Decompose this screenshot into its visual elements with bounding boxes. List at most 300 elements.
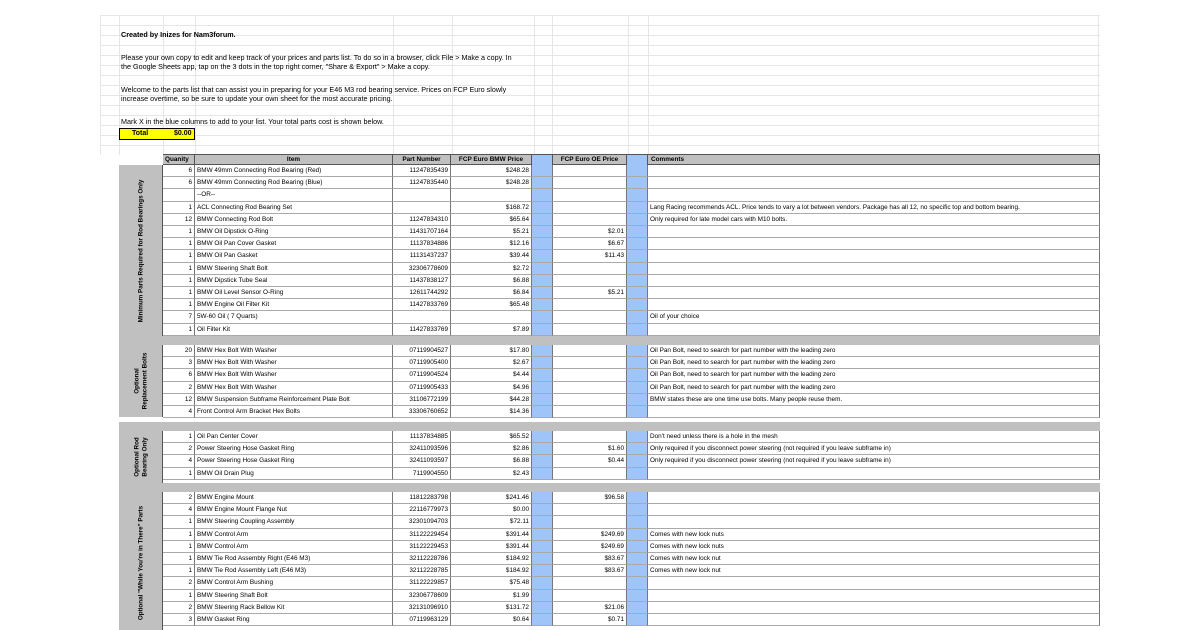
bmw-select-cell[interactable] bbox=[532, 602, 553, 614]
bmw-price-cell[interactable]: $17.80 bbox=[451, 345, 532, 357]
item-cell[interactable]: BMW Dipstick Tube Seal bbox=[195, 275, 393, 287]
group-label-rod-bearing-only-text: Optional Rod Bearing Only bbox=[133, 437, 148, 477]
quantity-cell[interactable]: 1 bbox=[163, 565, 195, 577]
item-cell[interactable]: Power Steering Hose Gasket Ring bbox=[195, 455, 393, 467]
quantity-cell[interactable]: 1 bbox=[163, 431, 195, 443]
item-cell[interactable]: BMW Oil Drain Plug bbox=[195, 468, 393, 480]
part-number-cell[interactable]: 11431707164 bbox=[393, 226, 451, 238]
comment-cell[interactable] bbox=[648, 577, 1100, 589]
oe-price-cell[interactable] bbox=[553, 357, 627, 369]
welcome-line1: Welcome to the parts list that can assist you in preparing for your E46 M3 rod bearing service. Prices on FCP Euro slowly bbox=[121, 85, 507, 94]
group-label-while-in-there bbox=[119, 492, 163, 630]
part-number-cell[interactable]: 11427833769 bbox=[393, 299, 451, 311]
bmw-select-cell[interactable] bbox=[532, 590, 553, 602]
bmw-select-cell[interactable] bbox=[532, 577, 553, 589]
item-cell[interactable]: BMW Oil Pan Cover Gasket bbox=[195, 238, 393, 250]
oe-price-cell[interactable] bbox=[553, 177, 627, 189]
item-cell[interactable]: BMW Oil Dipstick O-Ring bbox=[195, 226, 393, 238]
oe-select-cell[interactable] bbox=[627, 492, 648, 504]
quantity-cell[interactable]: 6 bbox=[163, 165, 195, 177]
quantity-cell[interactable]: 2 bbox=[163, 577, 195, 589]
bmw-select-cell[interactable] bbox=[532, 406, 553, 418]
item-cell[interactable]: BMW Control Arm bbox=[195, 529, 393, 541]
part-number-cell[interactable]: 11427833769 bbox=[393, 324, 451, 336]
item-cell[interactable]: BMW Connecting Rod Bolt bbox=[195, 214, 393, 226]
comment-cell[interactable]: Don't need unless there is a hole in the mesh bbox=[648, 431, 1100, 443]
bmw-select-cell[interactable] bbox=[532, 165, 553, 177]
bmw-select-cell[interactable] bbox=[532, 202, 553, 214]
oe-price-cell[interactable]: $83.67 bbox=[553, 565, 627, 577]
oe-select-cell[interactable] bbox=[627, 214, 648, 226]
comment-cell[interactable]: Oil Pan Bolt, need to search for part number with the leading zero bbox=[648, 357, 1100, 369]
item-cell[interactable]: BMW Steering Shaft Bolt bbox=[195, 263, 393, 275]
gridline-col bbox=[100, 15, 101, 155]
quantity-cell[interactable]: 1 bbox=[163, 202, 195, 214]
oe-select-cell[interactable] bbox=[627, 516, 648, 528]
oe-price-cell[interactable]: $21.06 bbox=[553, 602, 627, 614]
quantity-cell[interactable]: 1 bbox=[163, 287, 195, 299]
comment-cell[interactable]: Only required if you disconnect power steering (not required if you leave subframe in) bbox=[648, 455, 1100, 467]
bmw-price-cell[interactable]: $248.28 bbox=[451, 177, 532, 189]
bmw-price-cell[interactable]: $184.92 bbox=[451, 553, 532, 565]
part-number-cell[interactable]: 31122229857 bbox=[393, 577, 451, 589]
item-cell[interactable]: BMW Steering Coupling Assembly bbox=[195, 516, 393, 528]
part-number-cell[interactable]: 22116779973 bbox=[393, 504, 451, 516]
quantity-cell[interactable]: 1 bbox=[163, 250, 195, 262]
oe-price-cell[interactable] bbox=[553, 202, 627, 214]
part-number-cell[interactable]: 31106772199 bbox=[393, 394, 451, 406]
oe-select-cell[interactable] bbox=[627, 577, 648, 589]
oe-price-cell[interactable] bbox=[553, 382, 627, 394]
bmw-select-cell[interactable] bbox=[532, 177, 553, 189]
comment-cell[interactable] bbox=[648, 189, 1100, 201]
oe-select-cell[interactable] bbox=[627, 541, 648, 553]
bmw-select-cell[interactable] bbox=[532, 614, 553, 626]
quantity-cell[interactable]: 6 bbox=[163, 177, 195, 189]
comment-cell[interactable]: Oil of your choice bbox=[648, 311, 1100, 323]
comment-cell[interactable] bbox=[648, 275, 1100, 287]
oe-select-cell[interactable] bbox=[627, 504, 648, 516]
item-cell[interactable]: BMW Engine Mount bbox=[195, 492, 393, 504]
bmw-select-cell[interactable] bbox=[532, 324, 553, 336]
quantity-cell[interactable]: 4 bbox=[163, 455, 195, 467]
oe-select-cell[interactable] bbox=[627, 250, 648, 262]
comment-cell[interactable]: Comes with new lock nuts bbox=[648, 529, 1100, 541]
oe-price-cell[interactable] bbox=[553, 165, 627, 177]
part-number-cell[interactable]: 07119905433 bbox=[393, 382, 451, 394]
oe-select-cell[interactable] bbox=[627, 263, 648, 275]
bmw-price-cell[interactable]: $39.44 bbox=[451, 250, 532, 262]
comment-cell[interactable] bbox=[648, 177, 1100, 189]
part-number-cell[interactable]: 07119904524 bbox=[393, 369, 451, 381]
bmw-select-cell[interactable] bbox=[532, 345, 553, 357]
table-row bbox=[163, 177, 1100, 187]
part-number-cell[interactable]: 11137834886 bbox=[393, 238, 451, 250]
part-number-cell[interactable]: 32112228785 bbox=[393, 565, 451, 577]
header-comments: Comments bbox=[648, 155, 1100, 165]
part-number-cell[interactable]: 32411093597 bbox=[393, 455, 451, 467]
oe-price-cell[interactable]: $0.44 bbox=[553, 455, 627, 467]
bmw-price-cell[interactable]: $2.86 bbox=[451, 443, 532, 455]
part-number-cell[interactable]: 32131096910 bbox=[393, 602, 451, 614]
oe-select-cell[interactable] bbox=[627, 202, 648, 214]
gridline-row bbox=[100, 145, 1100, 146]
table-row bbox=[163, 602, 1100, 612]
item-cell[interactable]: BMW Hex Bolt With Washer bbox=[195, 369, 393, 381]
bmw-price-cell[interactable]: $65.48 bbox=[451, 299, 532, 311]
bmw-price-cell[interactable]: $2.67 bbox=[451, 357, 532, 369]
oe-price-cell[interactable] bbox=[553, 275, 627, 287]
comment-cell[interactable] bbox=[648, 492, 1100, 504]
bmw-select-cell[interactable] bbox=[532, 357, 553, 369]
oe-select-cell[interactable] bbox=[627, 226, 648, 238]
bmw-select-cell[interactable] bbox=[532, 565, 553, 577]
bmw-select-cell[interactable] bbox=[532, 382, 553, 394]
bmw-price-cell[interactable]: $168.72 bbox=[451, 202, 532, 214]
item-cell[interactable]: Power Steering Hose Gasket Ring bbox=[195, 443, 393, 455]
item-cell[interactable]: Oil Pan Center Cover bbox=[195, 431, 393, 443]
comment-cell[interactable]: Oil Pan Bolt, need to search for part number with the leading zero bbox=[648, 382, 1100, 394]
quantity-cell[interactable]: 6 bbox=[163, 369, 195, 381]
item-cell[interactable]: Front Control Arm Bracket Hex Bolts bbox=[195, 406, 393, 418]
part-number-cell[interactable]: 32411093596 bbox=[393, 443, 451, 455]
bmw-select-cell[interactable] bbox=[532, 214, 553, 226]
oe-select-cell[interactable] bbox=[627, 357, 648, 369]
quantity-cell[interactable]: 4 bbox=[163, 504, 195, 516]
gridline-col bbox=[648, 15, 649, 155]
quantity-cell[interactable]: 12 bbox=[163, 394, 195, 406]
item-cell[interactable]: BMW 49mm Connecting Rod Bearing (Blue) bbox=[195, 177, 393, 189]
bmw-select-cell[interactable] bbox=[532, 431, 553, 443]
oe-price-cell[interactable] bbox=[553, 577, 627, 589]
quantity-cell[interactable]: 1 bbox=[163, 263, 195, 275]
comment-cell[interactable]: Only required for late model cars with M10 bolts. bbox=[648, 214, 1100, 226]
oe-select-cell[interactable] bbox=[627, 189, 648, 201]
item-cell[interactable]: BMW Gasket Ring bbox=[195, 614, 393, 626]
oe-select-cell[interactable] bbox=[627, 324, 648, 336]
oe-price-cell[interactable] bbox=[553, 263, 627, 275]
header-item: Item bbox=[195, 155, 393, 165]
bmw-select-cell[interactable] bbox=[532, 529, 553, 541]
bmw-select-cell[interactable] bbox=[532, 238, 553, 250]
quantity-cell[interactable]: 4 bbox=[163, 406, 195, 418]
part-number-cell[interactable]: 33306760652 bbox=[393, 406, 451, 418]
oe-select-cell[interactable] bbox=[627, 529, 648, 541]
comment-cell[interactable] bbox=[648, 516, 1100, 528]
quantity-cell[interactable] bbox=[163, 189, 195, 201]
item-cell[interactable]: BMW Oil Pan Gasket bbox=[195, 250, 393, 262]
oe-price-cell[interactable]: $0.71 bbox=[553, 614, 627, 626]
item-cell[interactable]: BMW Hex Bolt With Washer bbox=[195, 382, 393, 394]
part-number-cell[interactable]: 12611744292 bbox=[393, 287, 451, 299]
part-number-cell[interactable]: 11437838127 bbox=[393, 275, 451, 287]
part-number-cell[interactable]: 07119904527 bbox=[393, 345, 451, 357]
part-number-cell[interactable] bbox=[393, 202, 451, 214]
quantity-cell[interactable]: 1 bbox=[163, 238, 195, 250]
item-cell[interactable]: BMW Control Arm bbox=[195, 541, 393, 553]
part-number-cell[interactable]: 11812283798 bbox=[393, 492, 451, 504]
bmw-select-cell[interactable] bbox=[532, 275, 553, 287]
oe-price-cell[interactable] bbox=[553, 406, 627, 418]
comment-cell[interactable] bbox=[648, 614, 1100, 626]
group-label-minimum-parts-text: Minimum Parts Required for Rod Bearings Only bbox=[136, 179, 144, 322]
bmw-price-cell[interactable]: $4.96 bbox=[451, 382, 532, 394]
oe-select-cell[interactable] bbox=[627, 275, 648, 287]
table-row bbox=[163, 226, 1100, 236]
oe-price-cell[interactable]: $5.21 bbox=[553, 287, 627, 299]
oe-select-cell[interactable] bbox=[627, 382, 648, 394]
oe-price-cell[interactable] bbox=[553, 311, 627, 323]
item-cell[interactable]: BMW Control Arm Bushing bbox=[195, 577, 393, 589]
oe-select-cell[interactable] bbox=[627, 443, 648, 455]
quantity-cell[interactable]: 3 bbox=[163, 614, 195, 626]
bmw-select-cell[interactable] bbox=[532, 189, 553, 201]
oe-price-cell[interactable]: $83.67 bbox=[553, 553, 627, 565]
bmw-price-cell[interactable]: $4.44 bbox=[451, 369, 532, 381]
bmw-select-cell[interactable] bbox=[532, 394, 553, 406]
item-cell[interactable]: BMW 49mm Connecting Rod Bearing (Red) bbox=[195, 165, 393, 177]
item-cell[interactable]: BMW Oil Level Sensor O-Ring bbox=[195, 287, 393, 299]
comment-cell[interactable] bbox=[648, 165, 1100, 177]
quantity-cell[interactable]: 7 bbox=[163, 311, 195, 323]
part-number-cell[interactable]: 07119905400 bbox=[393, 357, 451, 369]
comment-cell[interactable] bbox=[648, 238, 1100, 250]
oe-select-cell[interactable] bbox=[627, 345, 648, 357]
bmw-select-cell[interactable] bbox=[532, 226, 553, 238]
bmw-price-cell[interactable]: $1.99 bbox=[451, 590, 532, 602]
bmw-select-cell[interactable] bbox=[532, 455, 553, 467]
bmw-price-cell[interactable]: $0.64 bbox=[451, 614, 532, 626]
quantity-cell[interactable]: 2 bbox=[163, 602, 195, 614]
comment-cell[interactable] bbox=[648, 226, 1100, 238]
item-cell[interactable]: BMW Steering Shaft Bolt bbox=[195, 590, 393, 602]
comment-cell[interactable] bbox=[648, 263, 1100, 275]
quantity-cell[interactable]: 1 bbox=[163, 324, 195, 336]
quantity-cell[interactable]: 3 bbox=[163, 357, 195, 369]
group-label-minimum-parts bbox=[119, 165, 163, 336]
bmw-price-cell[interactable]: $6.88 bbox=[451, 275, 532, 287]
quantity-cell[interactable]: 2 bbox=[163, 382, 195, 394]
table-row bbox=[163, 406, 1100, 416]
comment-cell[interactable]: Oil Pan Bolt, need to search for part number with the leading zero bbox=[648, 369, 1100, 381]
header-quantity: Quanity bbox=[163, 155, 195, 165]
item-cell[interactable]: BMW Tie Rod Assembly Left (E46 M3) bbox=[195, 565, 393, 577]
oe-price-cell[interactable]: $96.58 bbox=[553, 492, 627, 504]
gridline-col bbox=[534, 15, 535, 155]
quantity-cell[interactable]: 2 bbox=[163, 443, 195, 455]
quantity-cell[interactable]: 1 bbox=[163, 553, 195, 565]
oe-price-cell[interactable] bbox=[553, 299, 627, 311]
oe-price-cell[interactable]: $11.43 bbox=[553, 250, 627, 262]
comment-cell[interactable] bbox=[648, 324, 1100, 336]
oe-select-cell[interactable] bbox=[627, 394, 648, 406]
oe-select-cell[interactable] bbox=[627, 177, 648, 189]
bmw-price-cell[interactable]: $44.28 bbox=[451, 394, 532, 406]
part-number-cell[interactable] bbox=[393, 189, 451, 201]
oe-price-cell[interactable]: $249.69 bbox=[553, 541, 627, 553]
item-cell[interactable]: Oil Filter Kit bbox=[195, 324, 393, 336]
bmw-price-cell[interactable]: $5.21 bbox=[451, 226, 532, 238]
comment-cell[interactable]: BMW states these are one time use bolts. Many people reuse them. bbox=[648, 394, 1100, 406]
oe-select-cell[interactable] bbox=[627, 455, 648, 467]
oe-select-cell[interactable] bbox=[627, 299, 648, 311]
oe-select-cell[interactable] bbox=[627, 431, 648, 443]
table-row bbox=[163, 238, 1100, 248]
table-row bbox=[163, 165, 1100, 175]
bmw-select-cell[interactable] bbox=[532, 287, 553, 299]
oe-select-cell[interactable] bbox=[627, 565, 648, 577]
quantity-cell[interactable]: 1 bbox=[163, 299, 195, 311]
part-number-cell[interactable]: 32306778609 bbox=[393, 590, 451, 602]
total-cell[interactable] bbox=[119, 128, 195, 140]
oe-price-cell[interactable]: $249.69 bbox=[553, 529, 627, 541]
quantity-cell[interactable]: 1 bbox=[163, 590, 195, 602]
oe-select-cell[interactable] bbox=[627, 468, 648, 480]
comment-cell[interactable] bbox=[648, 406, 1100, 418]
part-number-cell[interactable]: 07119963129 bbox=[393, 614, 451, 626]
bmw-price-cell[interactable]: $65.64 bbox=[451, 214, 532, 226]
comment-cell[interactable] bbox=[648, 590, 1100, 602]
bmw-price-cell[interactable]: $6.88 bbox=[451, 455, 532, 467]
part-number-cell[interactable]: 31122229454 bbox=[393, 529, 451, 541]
oe-select-cell[interactable] bbox=[627, 590, 648, 602]
oe-select-cell[interactable] bbox=[627, 287, 648, 299]
part-number-cell[interactable]: 32306778609 bbox=[393, 263, 451, 275]
table-row bbox=[163, 275, 1100, 285]
comment-cell[interactable] bbox=[648, 504, 1100, 516]
oe-price-cell[interactable] bbox=[553, 214, 627, 226]
bmw-price-cell[interactable] bbox=[451, 311, 532, 323]
bmw-price-cell[interactable]: $65.52 bbox=[451, 431, 532, 443]
quantity-cell[interactable]: 20 bbox=[163, 345, 195, 357]
bmw-price-cell[interactable]: $6.84 bbox=[451, 287, 532, 299]
part-number-cell[interactable]: 11137834885 bbox=[393, 431, 451, 443]
bmw-price-cell[interactable]: $75.48 bbox=[451, 577, 532, 589]
bmw-select-cell[interactable] bbox=[532, 504, 553, 516]
bmw-price-cell[interactable]: $72.11 bbox=[451, 516, 532, 528]
bmw-select-cell[interactable] bbox=[532, 553, 553, 565]
item-cell[interactable]: BMW Steering Rack Bellow Kit bbox=[195, 602, 393, 614]
item-cell[interactable]: BMW Engine Mount Flange Nut bbox=[195, 504, 393, 516]
bmw-price-cell[interactable]: $248.28 bbox=[451, 165, 532, 177]
oe-select-cell[interactable] bbox=[627, 614, 648, 626]
bmw-select-cell[interactable] bbox=[532, 468, 553, 480]
comment-cell[interactable] bbox=[648, 250, 1100, 262]
comment-cell[interactable] bbox=[648, 287, 1100, 299]
bmw-price-cell[interactable]: $12.16 bbox=[451, 238, 532, 250]
part-number-cell[interactable]: 11131437237 bbox=[393, 250, 451, 262]
oe-select-cell[interactable] bbox=[627, 238, 648, 250]
bmw-select-cell[interactable] bbox=[532, 541, 553, 553]
part-number-cell[interactable]: 31122229453 bbox=[393, 541, 451, 553]
item-cell[interactable]: 5W-60 Oil ( 7 Quarts) bbox=[195, 311, 393, 323]
oe-price-cell[interactable] bbox=[553, 189, 627, 201]
comment-cell[interactable]: Comes with new lock nut bbox=[648, 565, 1100, 577]
part-number-cell[interactable]: 32112228786 bbox=[393, 553, 451, 565]
oe-select-cell[interactable] bbox=[627, 602, 648, 614]
bmw-select-cell[interactable] bbox=[532, 311, 553, 323]
comment-cell[interactable]: Comes with new lock nut bbox=[648, 553, 1100, 565]
part-number-cell[interactable]: 11247835439 bbox=[393, 165, 451, 177]
quantity-cell[interactable]: 1 bbox=[163, 516, 195, 528]
item-cell[interactable]: BMW Tie Rod Assembly Right (E46 M3) bbox=[195, 553, 393, 565]
oe-price-cell[interactable]: $1.60 bbox=[553, 443, 627, 455]
bmw-price-cell[interactable]: $391.44 bbox=[451, 529, 532, 541]
quantity-cell[interactable]: 1 bbox=[163, 541, 195, 553]
bmw-select-cell[interactable] bbox=[532, 492, 553, 504]
comment-cell[interactable]: Comes with new lock nuts bbox=[648, 541, 1100, 553]
item-cell[interactable]: BMW Hex Bolt With Washer bbox=[195, 345, 393, 357]
oe-price-cell[interactable] bbox=[553, 516, 627, 528]
part-number-cell[interactable] bbox=[393, 311, 451, 323]
quantity-cell[interactable]: 1 bbox=[163, 529, 195, 541]
oe-price-cell[interactable]: $6.67 bbox=[553, 238, 627, 250]
oe-price-cell[interactable] bbox=[553, 324, 627, 336]
oe-price-cell[interactable] bbox=[553, 504, 627, 516]
bmw-select-cell[interactable] bbox=[532, 443, 553, 455]
bmw-price-cell[interactable]: $0.00 bbox=[451, 504, 532, 516]
comment-cell[interactable] bbox=[648, 299, 1100, 311]
bmw-select-cell[interactable] bbox=[532, 516, 553, 528]
oe-select-cell[interactable] bbox=[627, 406, 648, 418]
item-cell[interactable]: BMW Suspension Subframe Reinforcement Plate Bolt bbox=[195, 394, 393, 406]
oe-price-cell[interactable] bbox=[553, 468, 627, 480]
comment-cell[interactable]: Lang Racing recommends ACL. Price tends to vary a lot between vendors. Package has all 12, no specific top and bottom bearing. bbox=[648, 202, 1100, 214]
oe-select-cell[interactable] bbox=[627, 553, 648, 565]
oe-price-cell[interactable] bbox=[553, 590, 627, 602]
comment-cell[interactable]: Only required if you disconnect power steering (not required if you leave subframe in) bbox=[648, 443, 1100, 455]
bmw-select-cell[interactable] bbox=[532, 263, 553, 275]
part-number-cell[interactable]: 11247835440 bbox=[393, 177, 451, 189]
oe-price-cell[interactable] bbox=[553, 394, 627, 406]
bmw-price-cell[interactable]: $184.92 bbox=[451, 565, 532, 577]
oe-select-cell[interactable] bbox=[627, 165, 648, 177]
quantity-cell[interactable]: 1 bbox=[163, 226, 195, 238]
item-cell[interactable]: BMW Engine Oil Filter Kit bbox=[195, 299, 393, 311]
bmw-price-cell[interactable]: $14.36 bbox=[451, 406, 532, 418]
item-cell[interactable]: BMW Hex Bolt With Washer bbox=[195, 357, 393, 369]
quantity-cell[interactable]: 1 bbox=[163, 275, 195, 287]
bmw-price-cell[interactable]: $7.89 bbox=[451, 324, 532, 336]
comment-cell[interactable] bbox=[648, 468, 1100, 480]
item-cell[interactable]: ACL Connecting Rod Bearing Set bbox=[195, 202, 393, 214]
part-number-cell[interactable]: 7119904550 bbox=[393, 468, 451, 480]
bmw-select-cell[interactable] bbox=[532, 250, 553, 262]
quantity-cell[interactable]: 1 bbox=[163, 468, 195, 480]
oe-price-cell[interactable] bbox=[553, 431, 627, 443]
comment-cell[interactable]: Oil Pan Bolt, need to search for part number with the leading zero bbox=[648, 345, 1100, 357]
quantity-cell[interactable]: 12 bbox=[163, 214, 195, 226]
bmw-price-cell[interactable]: $391.44 bbox=[451, 541, 532, 553]
oe-select-cell[interactable] bbox=[627, 369, 648, 381]
bmw-price-cell[interactable]: $241.46 bbox=[451, 492, 532, 504]
oe-price-cell[interactable] bbox=[553, 369, 627, 381]
part-number-cell[interactable]: 11247834310 bbox=[393, 214, 451, 226]
bmw-price-cell[interactable]: $131.72 bbox=[451, 602, 532, 614]
oe-price-cell[interactable]: $2.01 bbox=[553, 226, 627, 238]
oe-price-cell[interactable] bbox=[553, 345, 627, 357]
bmw-price-cell[interactable]: $2.43 bbox=[451, 468, 532, 480]
bmw-price-cell[interactable] bbox=[451, 189, 532, 201]
quantity-cell[interactable]: 2 bbox=[163, 492, 195, 504]
bmw-price-cell[interactable]: $2.72 bbox=[451, 263, 532, 275]
comment-cell[interactable] bbox=[648, 602, 1100, 614]
part-number-cell[interactable]: 32301094703 bbox=[393, 516, 451, 528]
bmw-select-cell[interactable] bbox=[532, 369, 553, 381]
oe-select-cell[interactable] bbox=[627, 311, 648, 323]
item-cell[interactable]: --OR-- bbox=[195, 189, 393, 201]
bmw-select-cell[interactable] bbox=[532, 299, 553, 311]
